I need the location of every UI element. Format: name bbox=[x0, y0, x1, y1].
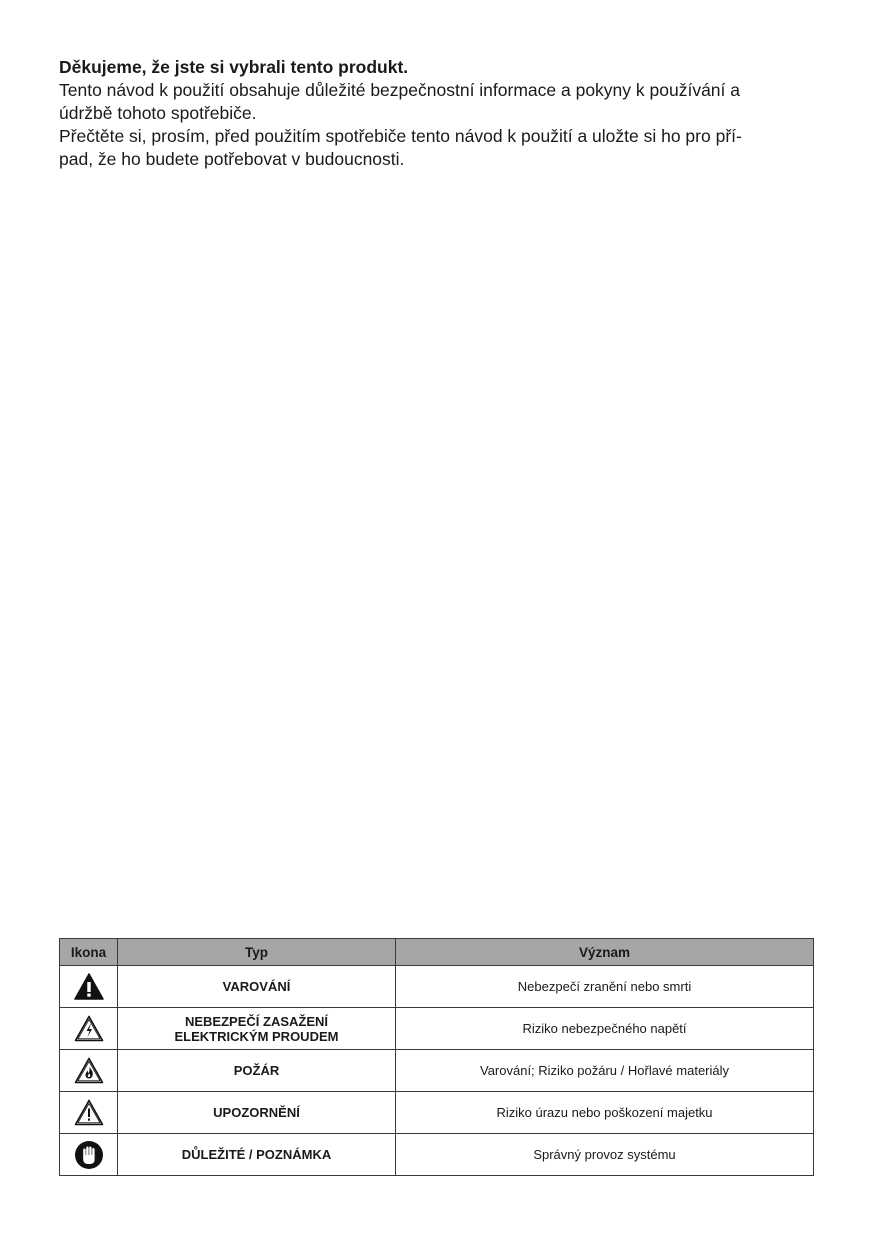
intro-text bbox=[59, 56, 819, 171]
type-cell bbox=[118, 1134, 396, 1176]
safety-symbols-table bbox=[59, 938, 814, 1176]
intro-paragraph-1 bbox=[59, 79, 819, 125]
warning-filled-icon bbox=[74, 973, 104, 1000]
table-row bbox=[60, 1008, 814, 1050]
type-label: VAROVÁNÍ bbox=[222, 979, 291, 994]
caution-icon bbox=[74, 1099, 104, 1126]
meaning-cell: Riziko nebezpečného napětí bbox=[396, 1008, 814, 1050]
table-row bbox=[60, 1092, 814, 1134]
table-row bbox=[60, 966, 814, 1008]
type-cell bbox=[118, 1092, 396, 1134]
intro-paragraph-2-line-2: pad, že ho budete potřebovat v budoucnosti. bbox=[59, 149, 405, 169]
type-label: UPOZORNĚNÍ bbox=[213, 1105, 300, 1120]
meaning-cell: Varování; Riziko požáru / Hořlavé materiály bbox=[396, 1050, 814, 1092]
table-row bbox=[60, 1134, 814, 1176]
intro-paragraph-2-line-1: Přečtěte si, prosím, před použitím spotřebiče tento návod k použití a uložte si ho pro pří- bbox=[59, 126, 742, 146]
type-label: NEBEZPEČÍ ZASAŽENÍ bbox=[184, 1013, 328, 1029]
type-cell bbox=[118, 966, 396, 1008]
type-label: POŽÁR bbox=[233, 1063, 280, 1078]
intro-paragraph-2 bbox=[59, 125, 819, 171]
type-label: DŮLEŽITÉ / POZNÁMKA bbox=[181, 1147, 332, 1162]
type-label-line-2: ELEKTRICKÝM PROUDEM bbox=[174, 1028, 339, 1044]
meaning-cell: Správný provoz systému bbox=[396, 1134, 814, 1176]
intro-paragraph-1-line-2: údržbě tohoto spotřebiče. bbox=[59, 103, 257, 123]
icon-cell bbox=[60, 966, 118, 1008]
type-cell bbox=[118, 1050, 396, 1092]
icon-cell bbox=[60, 1092, 118, 1134]
icon-cell bbox=[60, 1050, 118, 1092]
table-row bbox=[60, 1050, 814, 1092]
type-cell bbox=[118, 1008, 396, 1050]
intro-paragraph-1-line-1: Tento návod k použití obsahuje důležité bezpečnostní informace a pokyny k používání a bbox=[59, 80, 740, 100]
meaning-cell: Nebezpečí zranění nebo smrti bbox=[396, 966, 814, 1008]
table-header-row bbox=[60, 939, 814, 966]
header-icon: Ikona bbox=[60, 939, 118, 966]
hand-stop-icon bbox=[74, 1140, 104, 1170]
fire-icon bbox=[74, 1057, 104, 1084]
icon-cell bbox=[60, 1134, 118, 1176]
meaning-cell: Riziko úrazu nebo poškození majetku bbox=[396, 1092, 814, 1134]
header-type: Typ bbox=[118, 939, 396, 966]
icon-cell bbox=[60, 1008, 118, 1050]
electric-shock-icon bbox=[74, 1015, 104, 1042]
intro-lead: Děkujeme, že jste si vybrali tento produkt. bbox=[59, 57, 409, 77]
header-meaning: Význam bbox=[396, 939, 814, 966]
